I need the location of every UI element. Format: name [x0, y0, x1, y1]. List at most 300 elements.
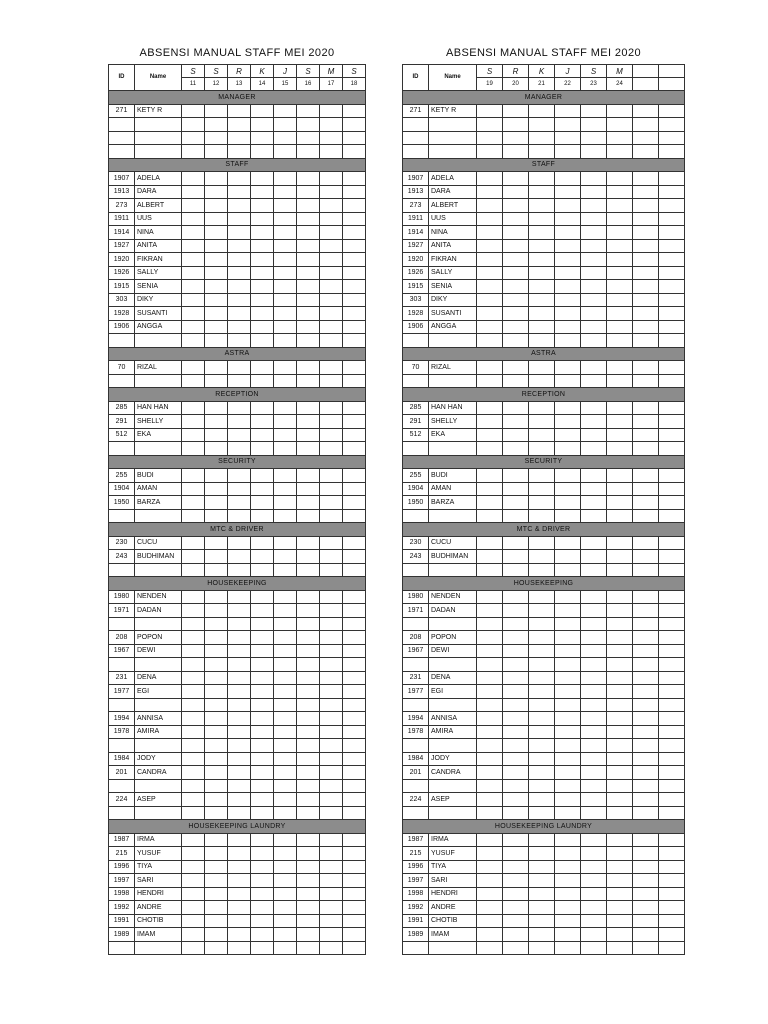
attendance-cell: [477, 833, 503, 847]
employee-name: DIKY: [135, 293, 182, 307]
attendance-cell: [297, 617, 320, 631]
attendance-cell: [477, 212, 503, 226]
attendance-cell: [607, 536, 633, 550]
section-header: MTC & DRIVER: [403, 523, 685, 537]
attendance-cell: [251, 793, 274, 807]
attendance-cell: [477, 280, 503, 294]
table-row: [403, 361, 685, 375]
employee-name: HAN HAN: [429, 401, 477, 415]
attendance-cell: [274, 698, 297, 712]
attendance-cell: [607, 509, 633, 523]
attendance-cell: [274, 887, 297, 901]
attendance-cell: [633, 374, 659, 388]
attendance-cell: [297, 320, 320, 334]
table-row: [403, 509, 685, 523]
attendance-cell: [274, 415, 297, 429]
employee-name: [429, 563, 477, 577]
day-number: 17: [320, 78, 343, 91]
attendance-cell: [297, 739, 320, 753]
attendance-cell: [297, 806, 320, 820]
attendance-cell: [529, 266, 555, 280]
attendance-cell: [581, 550, 607, 564]
attendance-cell: [529, 806, 555, 820]
attendance-cell: [581, 428, 607, 442]
attendance-cell: [228, 280, 251, 294]
attendance-cell: [503, 590, 529, 604]
employee-name: [135, 374, 182, 388]
attendance-cell: [477, 496, 503, 510]
table-row: [109, 779, 366, 793]
attendance-cell: [477, 239, 503, 253]
attendance-cell: [297, 266, 320, 280]
attendance-cell: [205, 401, 228, 415]
table-row: [109, 442, 366, 456]
attendance-cell: [343, 833, 366, 847]
employee-id: [403, 739, 429, 753]
day-letter: J: [274, 65, 297, 78]
attendance-cell: [274, 374, 297, 388]
attendance-cell: [251, 145, 274, 159]
attendance-cell: [659, 550, 685, 564]
attendance-cell: [274, 320, 297, 334]
employee-name: SENIA: [135, 280, 182, 294]
employee-name: IRMA: [135, 833, 182, 847]
attendance-cell: [633, 442, 659, 456]
attendance-cell: [228, 725, 251, 739]
attendance-cell: [205, 415, 228, 429]
attendance-cell: [205, 212, 228, 226]
attendance-cell: [228, 766, 251, 780]
attendance-cell: [555, 658, 581, 672]
attendance-cell: [205, 131, 228, 145]
day-letter: J: [555, 65, 581, 78]
attendance-cell: [274, 739, 297, 753]
table-row: [109, 212, 366, 226]
attendance-cell: [503, 563, 529, 577]
day-letter: [633, 65, 659, 78]
attendance-cell: [555, 644, 581, 658]
table-row: [109, 320, 366, 334]
employee-id: [403, 118, 429, 132]
attendance-cell: [274, 536, 297, 550]
attendance-cell: [320, 415, 343, 429]
attendance-cell: [477, 415, 503, 429]
attendance-cell: [343, 860, 366, 874]
attendance-cell: [581, 442, 607, 456]
attendance-cell: [659, 199, 685, 213]
employee-name: RIZAL: [135, 361, 182, 375]
attendance-cell: [251, 509, 274, 523]
attendance-cell: [607, 131, 633, 145]
attendance-cell: [529, 563, 555, 577]
employee-name: JODY: [429, 752, 477, 766]
attendance-cell: [228, 793, 251, 807]
attendance-cell: [297, 671, 320, 685]
employee-id: 1928: [109, 307, 135, 321]
employee-id: [403, 509, 429, 523]
attendance-cell: [581, 496, 607, 510]
table-row: [403, 550, 685, 564]
attendance-cell: [633, 766, 659, 780]
attendance-cell: [477, 631, 503, 645]
attendance-cell: [343, 658, 366, 672]
table-row: [403, 901, 685, 915]
attendance-cell: [205, 104, 228, 118]
attendance-cell: [581, 482, 607, 496]
table-row: [403, 280, 685, 294]
attendance-cell: [205, 428, 228, 442]
employee-name: [135, 779, 182, 793]
employee-id: 1920: [109, 253, 135, 267]
attendance-cell: [581, 361, 607, 375]
attendance-cell: [297, 752, 320, 766]
attendance-cell: [477, 482, 503, 496]
section-header: RECEPTION: [109, 388, 366, 402]
attendance-cell: [182, 118, 205, 132]
employee-id: 1907: [403, 172, 429, 186]
attendance-cell: [581, 118, 607, 132]
attendance-cell: [320, 563, 343, 577]
attendance-cell: [503, 118, 529, 132]
attendance-cell: [182, 671, 205, 685]
attendance-cell: [297, 604, 320, 618]
attendance-cell: [297, 334, 320, 348]
attendance-cell: [659, 860, 685, 874]
attendance-cell: [343, 145, 366, 159]
employee-name: UUS: [429, 212, 477, 226]
attendance-cell: [297, 293, 320, 307]
attendance-cell: [297, 172, 320, 186]
attendance-cell: [251, 415, 274, 429]
attendance-cell: [659, 604, 685, 618]
attendance-cell: [297, 766, 320, 780]
attendance-cell: [274, 253, 297, 267]
table-row: [109, 428, 366, 442]
attendance-cell: [228, 604, 251, 618]
attendance-cell: [633, 806, 659, 820]
attendance-cell: [251, 104, 274, 118]
day-letter: R: [503, 65, 529, 78]
attendance-cell: [343, 631, 366, 645]
table-row: [403, 793, 685, 807]
attendance-cell: [251, 631, 274, 645]
attendance-cell: [274, 617, 297, 631]
attendance-cell: [503, 212, 529, 226]
employee-id: [403, 658, 429, 672]
table-row: [403, 226, 685, 240]
attendance-cell: [343, 361, 366, 375]
attendance-cell: [320, 833, 343, 847]
attendance-cell: [503, 401, 529, 415]
attendance-cell: [529, 739, 555, 753]
attendance-cell: [251, 563, 274, 577]
attendance-cell: [529, 253, 555, 267]
attendance-cell: [633, 671, 659, 685]
employee-name: BARZA: [429, 496, 477, 510]
attendance-cell: [320, 631, 343, 645]
employee-name: SARI: [429, 874, 477, 888]
day-letter: R: [228, 65, 251, 78]
attendance-cell: [320, 509, 343, 523]
employee-name: AMIRA: [429, 725, 477, 739]
attendance-cell: [297, 847, 320, 861]
attendance-cell: [274, 941, 297, 955]
attendance-cell: [205, 941, 228, 955]
employee-name: SENIA: [429, 280, 477, 294]
attendance-cell: [228, 833, 251, 847]
attendance-cell: [343, 307, 366, 321]
employee-name: TIYA: [429, 860, 477, 874]
attendance-cell: [659, 469, 685, 483]
attendance-cell: [182, 185, 205, 199]
employee-id: 1987: [403, 833, 429, 847]
attendance-cell: [477, 118, 503, 132]
attendance-cell: [503, 442, 529, 456]
employee-id: 1994: [109, 712, 135, 726]
attendance-cell: [503, 671, 529, 685]
employee-name: [429, 698, 477, 712]
attendance-cell: [182, 550, 205, 564]
attendance-cell: [320, 752, 343, 766]
attendance-cell: [343, 482, 366, 496]
attendance-cell: [205, 334, 228, 348]
table-row: [109, 860, 366, 874]
attendance-cell: [581, 671, 607, 685]
employee-name: YUSUF: [135, 847, 182, 861]
attendance-cell: [659, 806, 685, 820]
attendance-cell: [228, 563, 251, 577]
attendance-cell: [274, 469, 297, 483]
attendance-cell: [251, 428, 274, 442]
attendance-cell: [477, 320, 503, 334]
table-row: [403, 671, 685, 685]
attendance-cell: [343, 280, 366, 294]
employee-name: SHELLY: [429, 415, 477, 429]
attendance-cell: [251, 658, 274, 672]
attendance-cell: [555, 685, 581, 699]
attendance-cell: [503, 644, 529, 658]
attendance-cell: [529, 185, 555, 199]
attendance-cell: [477, 712, 503, 726]
attendance-cell: [607, 401, 633, 415]
attendance-cell: [343, 712, 366, 726]
attendance-cell: [205, 482, 228, 496]
attendance-cell: [555, 698, 581, 712]
attendance-cell: [274, 914, 297, 928]
attendance-cell: [228, 847, 251, 861]
employee-id: 1913: [109, 185, 135, 199]
table-row: [109, 469, 366, 483]
attendance-cell: [477, 887, 503, 901]
attendance-cell: [297, 212, 320, 226]
attendance-cell: [205, 644, 228, 658]
attendance-cell: [581, 928, 607, 942]
employee-id: 1991: [109, 914, 135, 928]
attendance-cell: [182, 712, 205, 726]
attendance-cell: [555, 226, 581, 240]
attendance-cell: [320, 145, 343, 159]
employee-id: 1998: [403, 887, 429, 901]
attendance-cell: [555, 482, 581, 496]
table-row: [403, 212, 685, 226]
attendance-cell: [477, 361, 503, 375]
employee-name: UUS: [135, 212, 182, 226]
attendance-cell: [607, 766, 633, 780]
attendance-cell: [607, 617, 633, 631]
attendance-cell: [581, 658, 607, 672]
employee-name: YUSUF: [429, 847, 477, 861]
attendance-cell: [633, 617, 659, 631]
attendance-cell: [659, 712, 685, 726]
attendance-cell: [251, 226, 274, 240]
attendance-cell: [633, 563, 659, 577]
section-header-row: [109, 820, 366, 834]
employee-name: ANGGA: [135, 320, 182, 334]
attendance-cell: [607, 199, 633, 213]
day-number: 23: [581, 78, 607, 91]
employee-id: [403, 442, 429, 456]
attendance-cell: [529, 725, 555, 739]
attendance-cell: [297, 941, 320, 955]
attendance-cell: [555, 307, 581, 321]
employee-id: [109, 779, 135, 793]
attendance-cell: [251, 847, 274, 861]
attendance-cell: [182, 685, 205, 699]
attendance-cell: [633, 469, 659, 483]
attendance-cell: [251, 739, 274, 753]
table-row: [403, 199, 685, 213]
attendance-cell: [182, 631, 205, 645]
employee-id: 273: [109, 199, 135, 213]
attendance-cell: [477, 941, 503, 955]
employee-name: HENDRI: [135, 887, 182, 901]
attendance-cell: [228, 739, 251, 753]
attendance-cell: [633, 482, 659, 496]
attendance-cell: [633, 185, 659, 199]
attendance-cell: [182, 739, 205, 753]
employee-id: 1989: [403, 928, 429, 942]
employee-name: POPON: [429, 631, 477, 645]
attendance-cell: [343, 293, 366, 307]
attendance-cell: [503, 334, 529, 348]
attendance-cell: [529, 172, 555, 186]
attendance-cell: [251, 212, 274, 226]
attendance-cell: [251, 401, 274, 415]
attendance-cell: [274, 752, 297, 766]
employee-name: SARI: [135, 874, 182, 888]
attendance-cell: [320, 374, 343, 388]
table-row: [403, 752, 685, 766]
attendance-cell: [320, 928, 343, 942]
employee-id: [109, 145, 135, 159]
day-number: 19: [477, 78, 503, 91]
attendance-cell: [555, 280, 581, 294]
attendance-cell: [477, 131, 503, 145]
attendance-cell: [529, 307, 555, 321]
attendance-cell: [503, 712, 529, 726]
section-header: ASTRA: [109, 347, 366, 361]
employee-name: BUDI: [135, 469, 182, 483]
attendance-cell: [297, 496, 320, 510]
employee-id: 1927: [109, 239, 135, 253]
attendance-cell: [529, 293, 555, 307]
attendance-cell: [320, 226, 343, 240]
employee-name: FIKRAN: [429, 253, 477, 267]
attendance-cell: [343, 766, 366, 780]
attendance-cell: [274, 658, 297, 672]
employee-name: DIKY: [429, 293, 477, 307]
attendance-cell: [320, 847, 343, 861]
attendance-cell: [274, 928, 297, 942]
attendance-cell: [343, 671, 366, 685]
attendance-cell: [228, 550, 251, 564]
table-row: [109, 631, 366, 645]
attendance-cell: [205, 361, 228, 375]
attendance-cell: [343, 550, 366, 564]
attendance-cell: [633, 172, 659, 186]
employee-name: ANNISA: [135, 712, 182, 726]
attendance-cell: [274, 280, 297, 294]
attendance-cell: [607, 833, 633, 847]
table-row: [403, 131, 685, 145]
attendance-cell: [477, 104, 503, 118]
attendance-cell: [228, 131, 251, 145]
attendance-cell: [477, 604, 503, 618]
attendance-cell: [607, 550, 633, 564]
attendance-cell: [503, 199, 529, 213]
attendance-cell: [251, 469, 274, 483]
table-row: [403, 698, 685, 712]
attendance-cell: [529, 212, 555, 226]
table-row: [403, 658, 685, 672]
attendance-cell: [529, 334, 555, 348]
attendance-cell: [251, 293, 274, 307]
attendance-cell: [529, 901, 555, 915]
attendance-cell: [659, 482, 685, 496]
table-row: [109, 739, 366, 753]
table-row: [403, 806, 685, 820]
employee-id: [403, 806, 429, 820]
attendance-cell: [633, 644, 659, 658]
employee-id: 1971: [109, 604, 135, 618]
table-row: [109, 239, 366, 253]
section-header-row: [403, 455, 685, 469]
attendance-cell: [320, 901, 343, 915]
attendance-table: [108, 64, 366, 955]
attendance-cell: [659, 536, 685, 550]
attendance-cell: [607, 671, 633, 685]
table-row: [109, 401, 366, 415]
employee-id: [403, 131, 429, 145]
attendance-cell: [659, 793, 685, 807]
attendance-cell: [228, 752, 251, 766]
attendance-cell: [607, 847, 633, 861]
section-header-row: [403, 577, 685, 591]
attendance-cell: [182, 901, 205, 915]
attendance-cell: [503, 185, 529, 199]
attendance-cell: [297, 442, 320, 456]
attendance-cell: [529, 509, 555, 523]
attendance-cell: [503, 361, 529, 375]
attendance-cell: [182, 374, 205, 388]
attendance-cell: [503, 914, 529, 928]
attendance-cell: [581, 725, 607, 739]
attendance-cell: [228, 293, 251, 307]
attendance-cell: [251, 266, 274, 280]
employee-name: EKA: [429, 428, 477, 442]
section-header-row: [403, 158, 685, 172]
attendance-cell: [251, 239, 274, 253]
